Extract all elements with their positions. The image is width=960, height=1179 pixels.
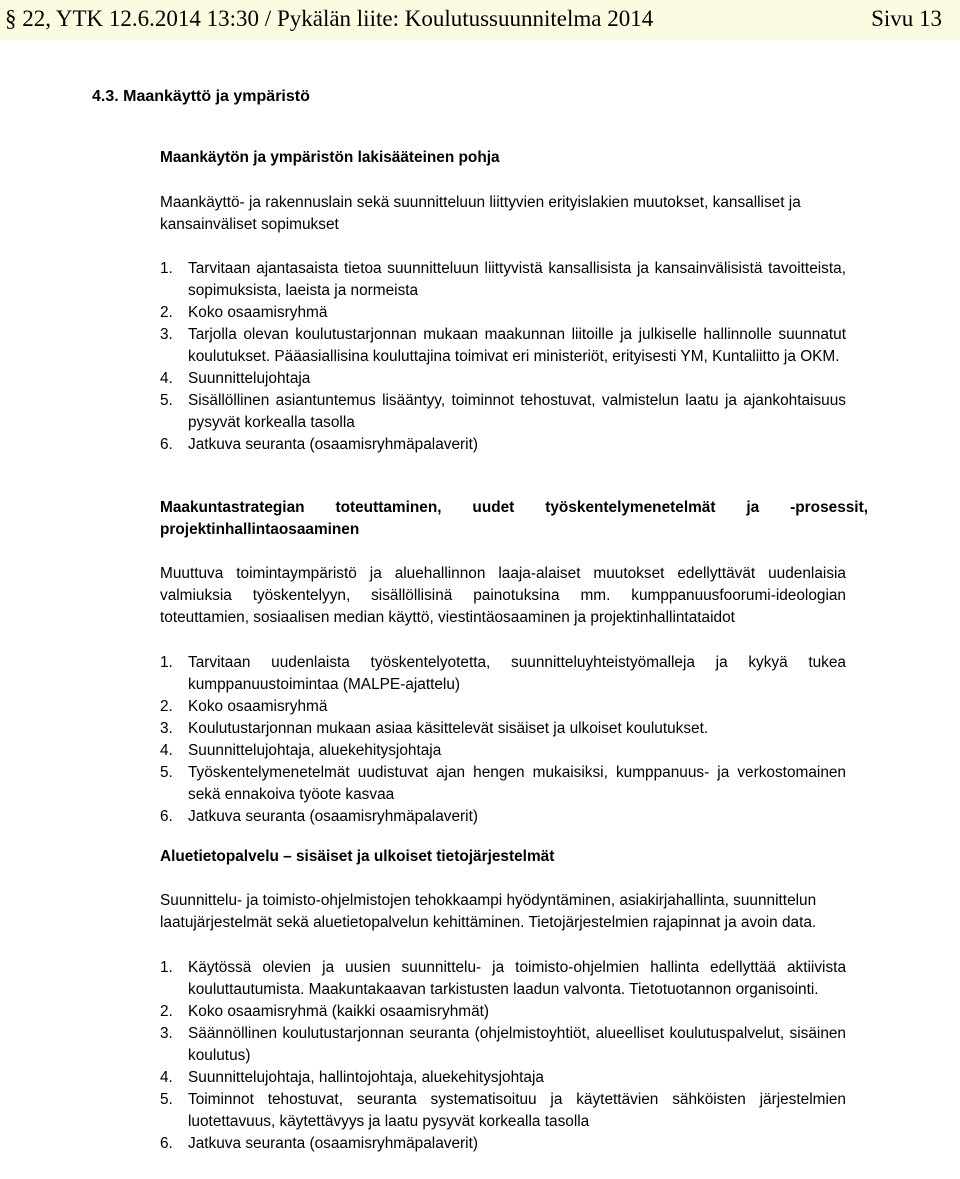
subsection-list-3 xyxy=(130,957,846,1155)
list-item: 4. Suunnittelujohtaja, hallintojohtaja, aluekehitysjohtaja xyxy=(160,1069,544,1086)
list-item: 5. Työskentelymenetelmät uudistuvat ajan hengen mukaisiksi, kumppanuus- ja verkostomainen sekä ennakoiva työote kasvaa xyxy=(160,764,846,803)
list-item: 2. Koko osaamisryhmä xyxy=(160,304,328,321)
subsection-intro-1: Maankäyttö- ja rakennuslain sekä suunnitteluun liittyvien erityislakien muutokset, kansalliset ja kansainväliset sopimukset xyxy=(160,194,801,233)
list-item: 1. Käytössä olevien ja uusien suunnittelu- ja toimisto-ohjelmien hallinta edellyttää aktiivista kouluttautumista. Maakuntakaavan tarkistusten laadun valvonta. Tietotuotannon organisointi. xyxy=(160,959,846,998)
subsection-heading-3: Aluetietopalvelu – sisäiset ja ulkoiset tietojärjestelmät xyxy=(160,848,555,865)
subsection-intro-3: Suunnittelu- ja toimisto-ohjelmistojen tehokkaampi hyödyntäminen, asiakirjahallinta, suunnittelun laatujärjestelmät sekä aluetietopalvelun kehittäminen. Tietojärjestelmien rajapinnat ja avoin data. xyxy=(160,892,817,931)
list-item: 6. Jatkuva seuranta (osaamisryhmäpalaverit) xyxy=(160,436,478,453)
list-item: 6. Jatkuva seuranta (osaamisryhmäpalaverit) xyxy=(160,1135,478,1152)
subsection-list-1 xyxy=(130,258,846,456)
subsection-list-2 xyxy=(130,652,846,828)
list-item: 6. Jatkuva seuranta (osaamisryhmäpalaverit) xyxy=(160,808,478,825)
list-item: 5. Toiminnot tehostuvat, seuranta systematisoituu ja käytettävien sähköisten järjestelmien luotettavuus, käytettävyys ja laatu pysyvät korkealla tasolla xyxy=(160,1091,846,1130)
subsection-heading-1: Maankäytön ja ympäristön lakisääteinen pohja xyxy=(160,149,500,166)
list-item: 1. Tarvitaan ajantasaista tietoa suunnitteluun liittyvistä kansallisista ja kansainvälisistä tavoitteista, sopimuksista, laeista ja normeista xyxy=(160,260,846,299)
list-item: 3. Koulutustarjonnan mukaan asiaa käsittelevät sisäiset ja ulkoiset koulutukset. xyxy=(160,720,709,737)
subsection-intro-2: Muuttuva toimintaympäristö ja aluehallinnon laaja-alaiset muutokset edellyttävät uudenlaisia valmiuksia työskentelyyn, sisällöllisinä painotuksina mm. kumppanuusfoorumi-ideologian toteuttamien, sosiaalisen median käyttö, viestintäosaaminen ja projektinhallintataidot xyxy=(160,565,846,626)
list-item: 3. Tarjolla olevan koulutustarjonnan mukaan maakunnan liitoille ja julkiselle hallinnolle suunnatut koulutukset. Pääasiallisina kouluttajina toimivat eri ministeriöt, erityisesti YM, Kuntaliitto ja OKM. xyxy=(160,326,846,365)
list-item: 3. Säännöllinen koulutustarjonnan seuranta (ohjelmistoyhtiöt, alueelliset koulutuspalvelut, sisäinen koulutus) xyxy=(160,1025,846,1064)
list-item: 4. Suunnittelujohtaja xyxy=(160,370,311,387)
list-item: 1. Tarvitaan uudenlaista työskentelyotetta, suunnitteluyhteistyömalleja ja kykyä tukea kumppanuustoimintaa (MALPE-ajattelu) xyxy=(160,654,846,693)
list-item: 2. Koko osaamisryhmä xyxy=(160,698,328,715)
list-item: 5. Sisällöllinen asiantuntemus lisääntyy, toiminnot tehostuvat, valmistelun laatu ja ajankohtaisuus pysyvät korkealla tasolla xyxy=(160,392,846,431)
page-number: Sivu 13 xyxy=(871,6,942,31)
section-heading: 4.3. Maankäyttö ja ympäristö xyxy=(92,88,310,105)
page-header xyxy=(0,0,960,40)
list-item: 4. Suunnittelujohtaja, aluekehitysjohtaja xyxy=(160,742,442,759)
subsection-heading-2: Maakuntastrategian toteuttaminen, uudet työskentelymenetelmät ja -prosessit, projektinhallintaosaaminen xyxy=(160,499,868,538)
list-item: 2. Koko osaamisryhmä (kaikki osaamisryhmät) xyxy=(160,1003,490,1020)
header-title: § 22, YTK 12.6.2014 13:30 / Pykälän liite: Koulutussuunnitelma 2014 xyxy=(5,6,654,31)
